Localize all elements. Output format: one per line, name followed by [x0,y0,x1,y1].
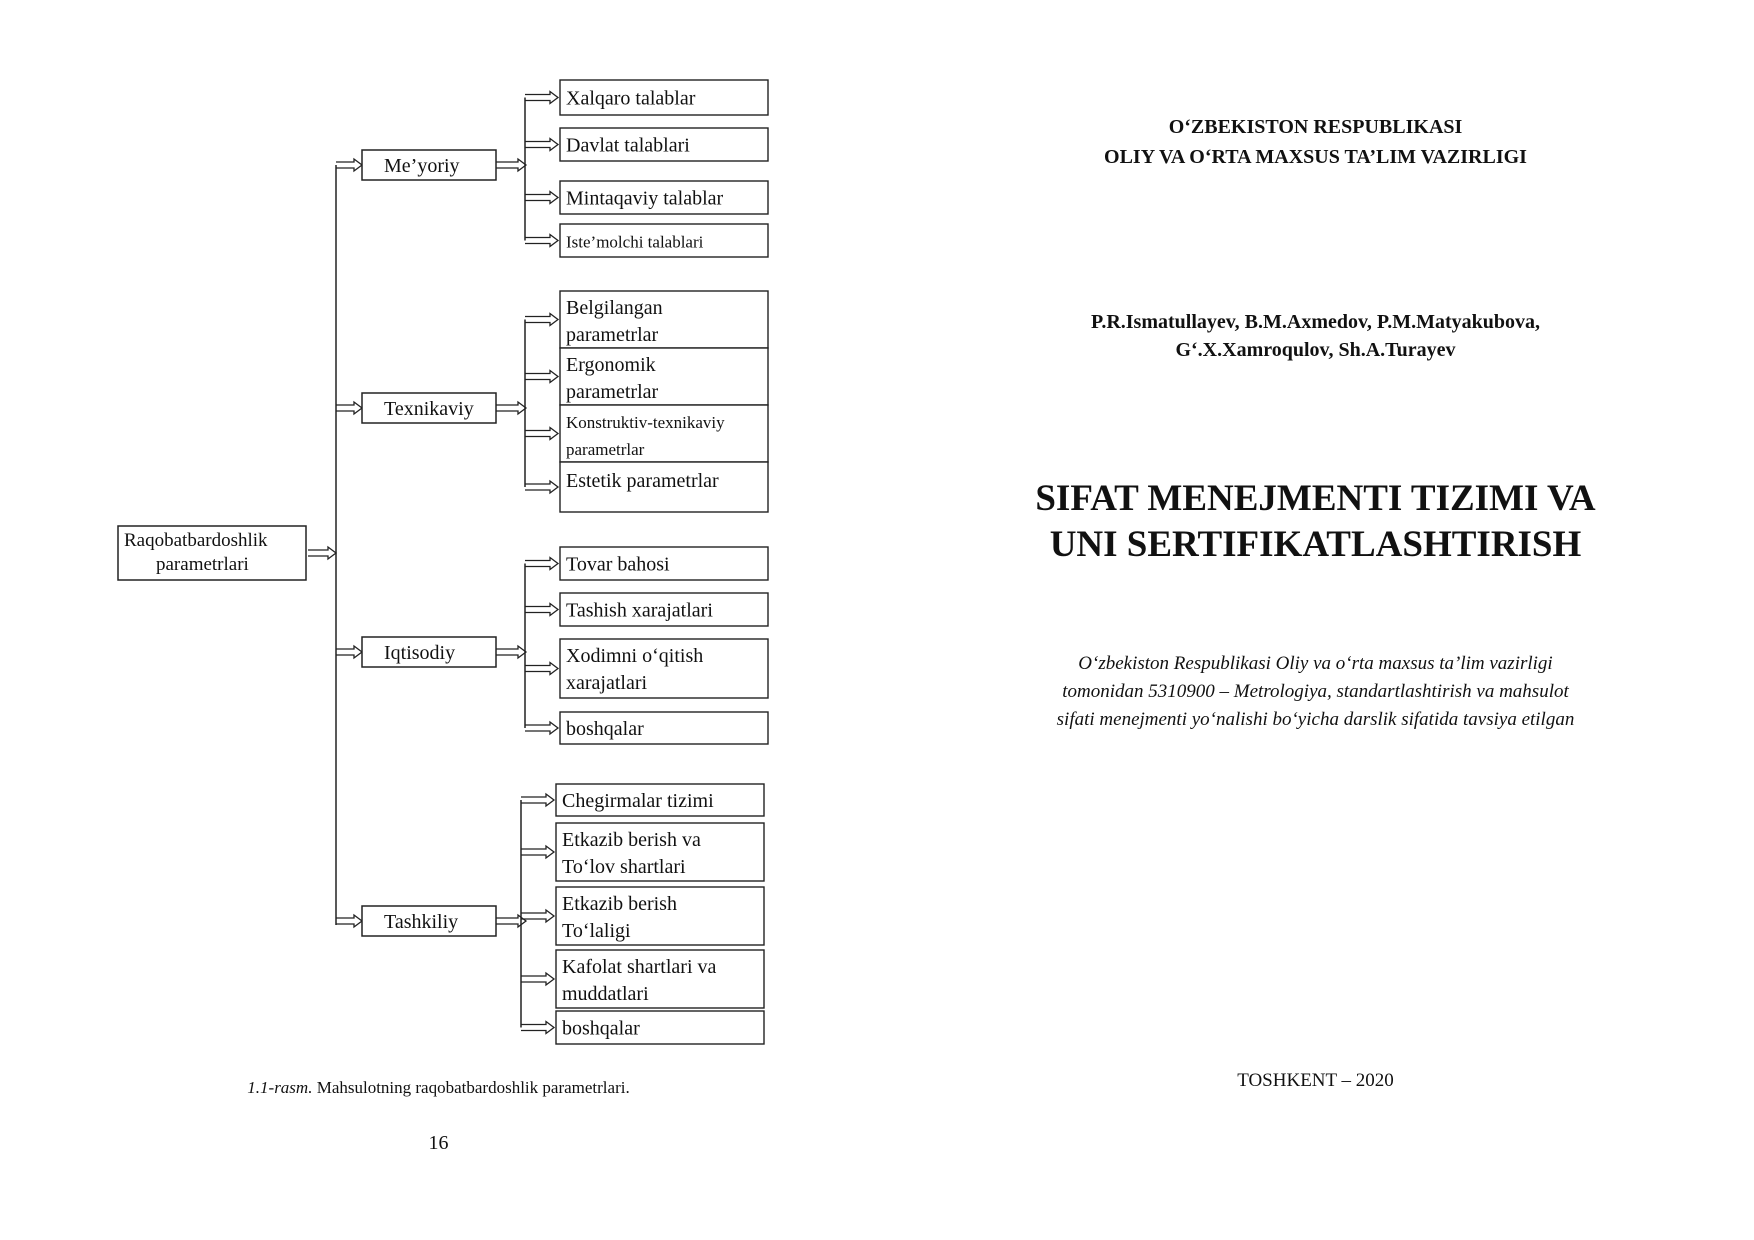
figure-caption-text: Mahsulotning raqobatbardoshlik parametrlari. [312,1078,630,1097]
item-arrow [525,481,558,493]
item-label: boshqalar [562,1017,640,1040]
page-number: 16 [428,1132,449,1154]
group-arrow [496,159,526,171]
item-label: Chegirmalar tizimi [562,790,714,812]
branch-arrow [336,402,362,414]
approval-line: tomonidan 5310900 – Metrologiya, standartlashtirish va mahsulot [1062,681,1569,702]
item-label: Etkazib berish [562,893,677,915]
group-label: Iqtisodiy [384,642,456,664]
book-title [877,476,1754,568]
book-title-line: SIFAT MENEJMENTI TIZIMI VA [1035,478,1596,519]
item-label: boshqalar [566,718,644,740]
authors-line: P.R.Ismatullayev, B.M.Axmedov, P.M.Matyakubova, [1090,311,1541,333]
item-arrow [525,371,558,383]
item-label: Xalqaro talablar [566,87,696,110]
ministry-line: O‘ZBEKISTON RESPUBLIKASI [1168,116,1463,138]
ministry-heading [877,112,1754,172]
group-arrow [496,402,526,414]
branch-arrow [336,915,362,927]
item-label: Tashish xarajatlari [566,599,713,622]
item-arrow [525,139,558,151]
item-label: Belgilangan [566,297,663,319]
item-label: Estetik parametrlar [566,470,719,492]
ministry-line: OLIY VA O‘RTA MAXSUS TA’LIM VAZIRLIGI [1104,146,1527,168]
group-label: Tashkiliy [384,911,459,933]
item-label: To‘laligi [562,920,631,942]
group-arrow [496,646,526,658]
approval-note [917,650,1714,734]
item-label: muddatlari [562,983,649,1005]
item-arrow [521,846,554,858]
item-label: parametrlar [566,381,659,403]
competitiveness-diagram [0,0,877,1100]
item-arrow [525,722,558,734]
authors-line: G‘.X.Xamroqulov, Sh.A.Turayev [1175,339,1456,361]
item-arrow [525,428,558,440]
item-label: parametrlar [566,324,659,346]
branch-arrow [336,646,362,658]
item-arrow [525,192,558,204]
item-arrow [525,663,558,675]
figure-caption [0,1078,877,1098]
item-label: Xodimni o‘qitish [566,645,704,667]
approval-line: O‘zbekiston Respublikasi Oliy va o‘rta maxsus ta’lim vazirligi [1078,653,1553,674]
item-arrow [521,794,554,806]
item-label: Mintaqaviy talablar [566,187,724,210]
item-arrow [525,92,558,104]
group-label: Me’yoriy [384,155,460,177]
root-arrow [308,547,336,559]
item-label: Davlat talablari [566,134,690,157]
group-label: Texnikaviy [384,398,474,420]
item-label: Konstruktiv-texnikaviy [566,413,725,432]
root-label: Raqobatbardoshlik [124,530,268,551]
item-label: Tovar bahosi [566,553,670,576]
right-page [877,0,1754,1240]
book-title-line: UNI SERTIFIKATLASHTIRISH [1049,524,1582,565]
item-arrow [521,973,554,985]
root-label: parametrlari [156,554,249,575]
item-label: xarajatlari [566,672,648,694]
item-label: Iste’molchi talablari [566,232,704,252]
branch-arrow [336,159,362,171]
item-arrow [525,235,558,247]
item-label: To‘lov shartlari [562,856,686,878]
item-arrow [525,558,558,570]
item-label: Ergonomik [566,354,656,376]
city-year: TOSHKENT – 2020 [1237,1070,1394,1091]
figure-number: 1.1-rasm. [247,1078,313,1097]
approval-line: sifati menejmenti yo‘nalishi bo‘yicha darslik sifatida tavsiya etilgan [1056,709,1575,730]
item-label: Etkazib berish va [562,829,701,851]
item-label: Kafolat shartlari va [562,956,717,978]
item-label: parametrlar [566,440,645,459]
item-arrow [521,1022,554,1034]
item-arrow [525,314,558,326]
authors [877,308,1754,364]
item-arrow [525,604,558,616]
